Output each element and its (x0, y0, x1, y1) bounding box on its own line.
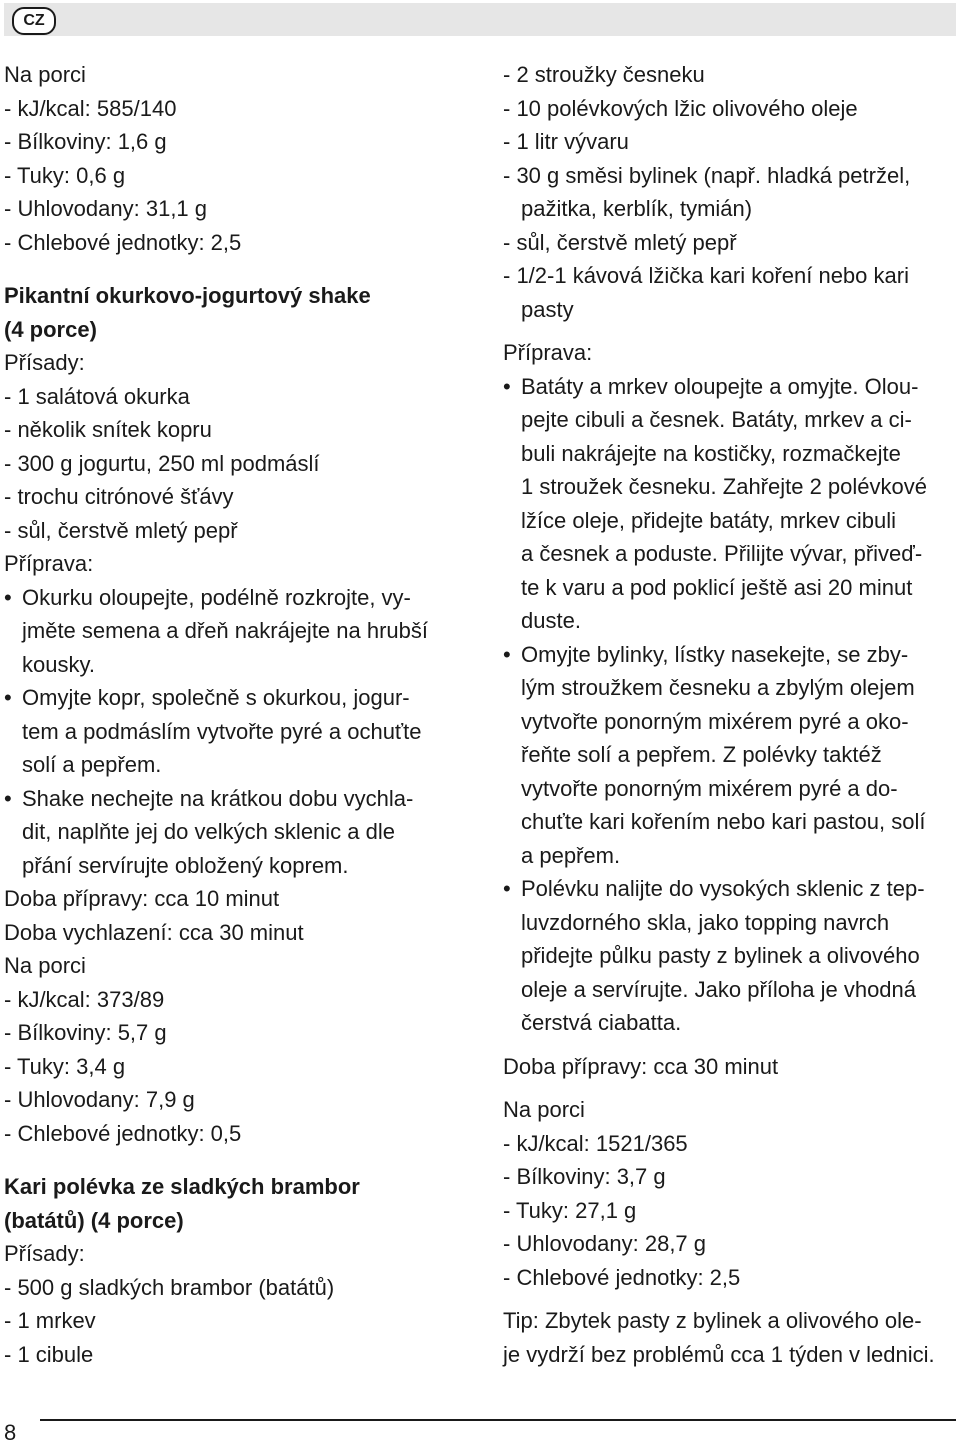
ingredients-label: Přísady: (4, 350, 85, 375)
ingredient-item: - 500 g sladkých brambor (batátů) (4, 1274, 335, 1300)
nutrition-item: - Bílkoviny: 1,6 g (4, 129, 167, 154)
prep-time: Doba přípravy: cca 30 minut (503, 1053, 779, 1079)
nutrition-title: Na porci (503, 1097, 585, 1122)
recipe-block (4, 279, 464, 949)
ingredient-item: - několik snítek kopru (4, 417, 212, 442)
recipe-title: Kari polévka ze sladkých brambor (4, 1174, 360, 1199)
recipe-title: (batátů) (4 porce) (4, 1207, 184, 1233)
nutrition-block (4, 949, 464, 1150)
bullet-icon: • (4, 584, 12, 610)
nutrition-title: Na porci (4, 953, 86, 978)
nutrition-item: - Chlebové jednotky: 2,5 (503, 1264, 741, 1290)
preparation-step: • Okurku oloupejte, podélně rozkrojte, vy- jměte semena a dřeň nakrájejte na hrubší kousky. (4, 581, 464, 682)
ingredient-item: - 2 stroužky česneku (503, 62, 705, 87)
bullet-icon: • (503, 641, 511, 667)
nutrition-item: - Chlebové jednotky: 2,5 (4, 229, 242, 255)
bullet-icon: • (4, 685, 12, 710)
nutrition-item: - Bílkoviny: 5,7 g (4, 1020, 167, 1045)
ingredient-item: - sůl, čerstvě mletý pepř (503, 229, 737, 255)
preparation-label: Příprava: (503, 340, 593, 365)
ingredient-item: - sůl, čerstvě mletý pepř (4, 517, 238, 543)
ingredients-label: Přísady: (4, 1241, 85, 1266)
recipe-block (4, 1170, 464, 1371)
left-column (4, 58, 464, 1371)
ingredient-item: - 1 mrkev (4, 1308, 96, 1333)
preparation-step: • Omyjte bylinky, lístky nasekejte, se zby- lým stroužkem česneku a zbylým olejem vytvořte ponorným mixérem pyré a oko- řeňte solí a pepřem. Z polévky taktéž vytvořte ponorným mixérem pyré a do- chuťte kari kořením nebo kari pastou, solí a pepřem. (503, 638, 958, 873)
preparation-label: Příprava: (4, 551, 94, 576)
nutrition-item: - Uhlovodany: 28,7 g (503, 1231, 707, 1256)
nutrition-item: - Uhlovodany: 31,1 g (4, 196, 208, 221)
nutrition-item: - Chlebové jednotky: 0,5 (4, 1120, 242, 1146)
prep-time: Doba přípravy: cca 10 minut (4, 886, 280, 911)
ingredient-item: - trochu citrónové šťávy (4, 484, 234, 509)
cool-time: Doba vychlazení: cca 30 minut (4, 919, 304, 945)
tip-text: Tip: Zbytek pasty z bylinek a olivového ole- (503, 1308, 922, 1333)
nutrition-item: - kJ/kcal: 373/89 (4, 986, 165, 1012)
ingredient-item-continuation: pasty (521, 296, 574, 322)
tip-text: je vydrží bez problémů cca 1 týden v lednici. (503, 1341, 935, 1367)
nutrition-item: - kJ/kcal: 1521/365 (503, 1130, 688, 1156)
nutrition-item: - Tuky: 3,4 g (4, 1053, 126, 1079)
language-badge: CZ (12, 7, 56, 35)
nutrition-item: - kJ/kcal: 585/140 (4, 95, 177, 121)
nutrition-item: - Tuky: 0,6 g (4, 162, 126, 188)
ingredients-list (503, 58, 958, 326)
ingredient-item: - 300 g jogurtu, 250 ml podmáslí (4, 450, 320, 476)
ingredient-item-continuation: pažitka, kerblík, tymián) (521, 196, 753, 221)
bullet-icon: • (4, 785, 12, 811)
header-bar (4, 3, 956, 36)
ingredient-item: - 10 polévkových lžic olivového oleje (503, 95, 858, 121)
nutrition-item: - Tuky: 27,1 g (503, 1197, 637, 1223)
footer-rule (40, 1419, 956, 1421)
nutrition-item: - Uhlovodany: 7,9 g (4, 1087, 195, 1112)
bullet-icon: • (503, 373, 511, 399)
nutrition-block (503, 1093, 958, 1294)
ingredient-item: - 1 salátová okurka (4, 383, 190, 409)
ingredient-item: - 1 cibule (4, 1341, 94, 1367)
preparation-step: • Polévku nalijte do vysokých sklenic z tep- luvzdorného skla, jako topping navrch přidejte půlku pasty z bylinek a olivového oleje a servírujte. Jako příloha je vhodná čerstvá ciabatta. (503, 872, 958, 1040)
ingredient-item: - 1 litr vývaru (503, 129, 629, 154)
nutrition-title: Na porci (4, 62, 86, 87)
tip-block (503, 1304, 958, 1371)
right-column (503, 58, 958, 1371)
ingredient-item: - 30 g směsi bylinek (např. hladká petržel, (503, 162, 911, 188)
page-number: 8 (4, 1420, 17, 1445)
recipe-title: (4 porce) (4, 316, 97, 342)
recipe-title: Pikantní okurkovo-jogurtový shake (4, 283, 371, 308)
nutrition-block (4, 58, 464, 259)
preparation-step: • Omyjte kopr, společně s okurkou, jogur- tem a podmáslím vytvořte pyré a ochuťte solí a pepřem. (4, 681, 464, 782)
ingredient-item: - 1/2-1 kávová lžička kari koření nebo kari (503, 263, 909, 288)
preparation-step: • Batáty a mrkev oloupejte a omyjte. Olou- pejte cibuli a česnek. Batáty, mrkev a ci- buli nakrájejte na kostičky, rozmačkejte 1 stroužek česneku. Zahřejte 2 polévkové lžíce oleje, přidejte batáty, mrkev cibuli a česnek a poduste. Přilijte vývar, přiveď- te k varu a pod poklicí ještě asi 20 minut duste. (503, 370, 958, 638)
preparation-step: • Shake nechejte na krátkou dobu vychla- dit, naplňte jej do velkých sklenic a dle přání servírujte obložený koprem. (4, 782, 464, 883)
nutrition-item: - Bílkoviny: 3,7 g (503, 1164, 666, 1189)
bullet-icon: • (503, 876, 511, 901)
